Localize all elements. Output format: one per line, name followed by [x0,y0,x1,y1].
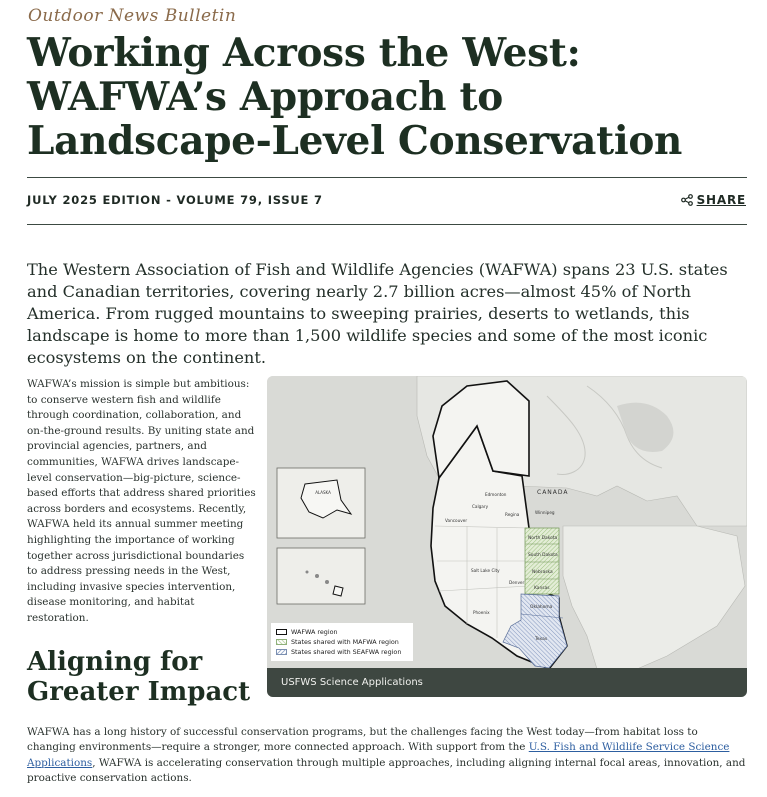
publication-kicker: Outdoor News Bulletin [28,6,237,26]
map-label-denver: Denver [509,580,525,585]
map-caption: USFWS Science Applications [281,677,423,688]
divider-bottom [27,224,747,225]
legend-swatch-mafwa [276,639,287,645]
footer-paragraph [27,725,749,787]
edition-line: JULY 2025 EDITION - VOLUME 79, ISSUE 7 [27,193,323,207]
map-label-canada: CANADA [537,489,569,496]
footer-text-after: , WAFWA is accelerating conservation through multiple approaches, including aligning internal focal areas, innovation, and proactive conservation actions. [27,756,746,785]
map-label-north-dakota: North Dakota [528,536,558,541]
legend-label-mafwa: States shared with MAFWA region [291,638,399,646]
share-label[interactable]: SHARE [696,193,746,207]
map-label-salt-lake: Salt Lake City [471,568,500,573]
map-label-calgary: Calgary [472,504,489,509]
legend-label-seafwa: States shared with SEAFWA region [291,648,402,656]
legend-item-mafwa [276,637,408,647]
article-headline: Working Across the West: WAFWA’s Approach to Landscape-Level Conservation [27,30,683,164]
legend-swatch-seafwa [276,649,287,655]
region-map-figure [267,376,747,697]
legend-item-seafwa [276,647,408,657]
map-caption-bar [267,668,747,697]
map-label-kansas: Kansas [534,586,550,591]
lede-paragraph: The Western Association of Fish and Wildlife Agencies (WAFWA) spans 23 U.S. states and Canadian territories, covering nearly 2.7 billion acres—almost 45% of North America. From rugged mountains to sweeping prairies, deserts to wetlands, this landscape is home to more than 1,500 wildlife species and some of the most iconic ecosystems on the continent. [27,260,728,367]
map-label-south-dakota: South Dakota [528,553,558,558]
legend-swatch-wafwa [276,629,287,635]
usfws-science-link[interactable]: U.S. Fish and Wildlife Service Science Applications [27,741,730,769]
section-heading: Aligning for Greater Impact [27,647,251,707]
map-label-winnipeg: Winnipeg [535,510,555,515]
map-label-phoenix: Phoenix [473,610,490,615]
map-label-edmonton: Edmonton [485,492,507,497]
divider-top [27,177,747,178]
footer-text-before: WAFWA has a long history of successful conservation programs, but the challenges facing the West today—from habitat loss to changing environments—require a stronger, more connected approach. With support from the [27,726,698,754]
map-label-nebraska: Nebraska [532,570,553,575]
map-label-texas: Texas [535,637,548,642]
map-label-oklahoma: Oklahoma [530,605,553,610]
map-label-alaska: ALASKA [315,490,331,495]
legend-item-wafwa [276,627,408,637]
map-label-vancouver: Vancouver [445,518,468,523]
share-button[interactable] [681,193,746,207]
body-paragraph: WAFWA’s mission is simple but ambitious: to conserve western fish and wildlife through coordination, collaboration, and on-the-ground results. By uniting state and provincial agencies, partners, and communities, WAFWA drives landscape-level conservation—big-picture, science-based efforts that address shared priorities across borders and ecosystems. Recently, WAFWA held its annual summer meeting highlighting the importance of working together across jurisdictional boundaries to address pressing needs in the West, including invasive species intervention, disease monitoring, and habitat restoration. [27,378,256,624]
map-legend [271,623,413,661]
legend-label-wafwa: WAFWA region [291,628,338,636]
map-label-regina: Regina [505,512,520,517]
share-icon [681,194,693,206]
